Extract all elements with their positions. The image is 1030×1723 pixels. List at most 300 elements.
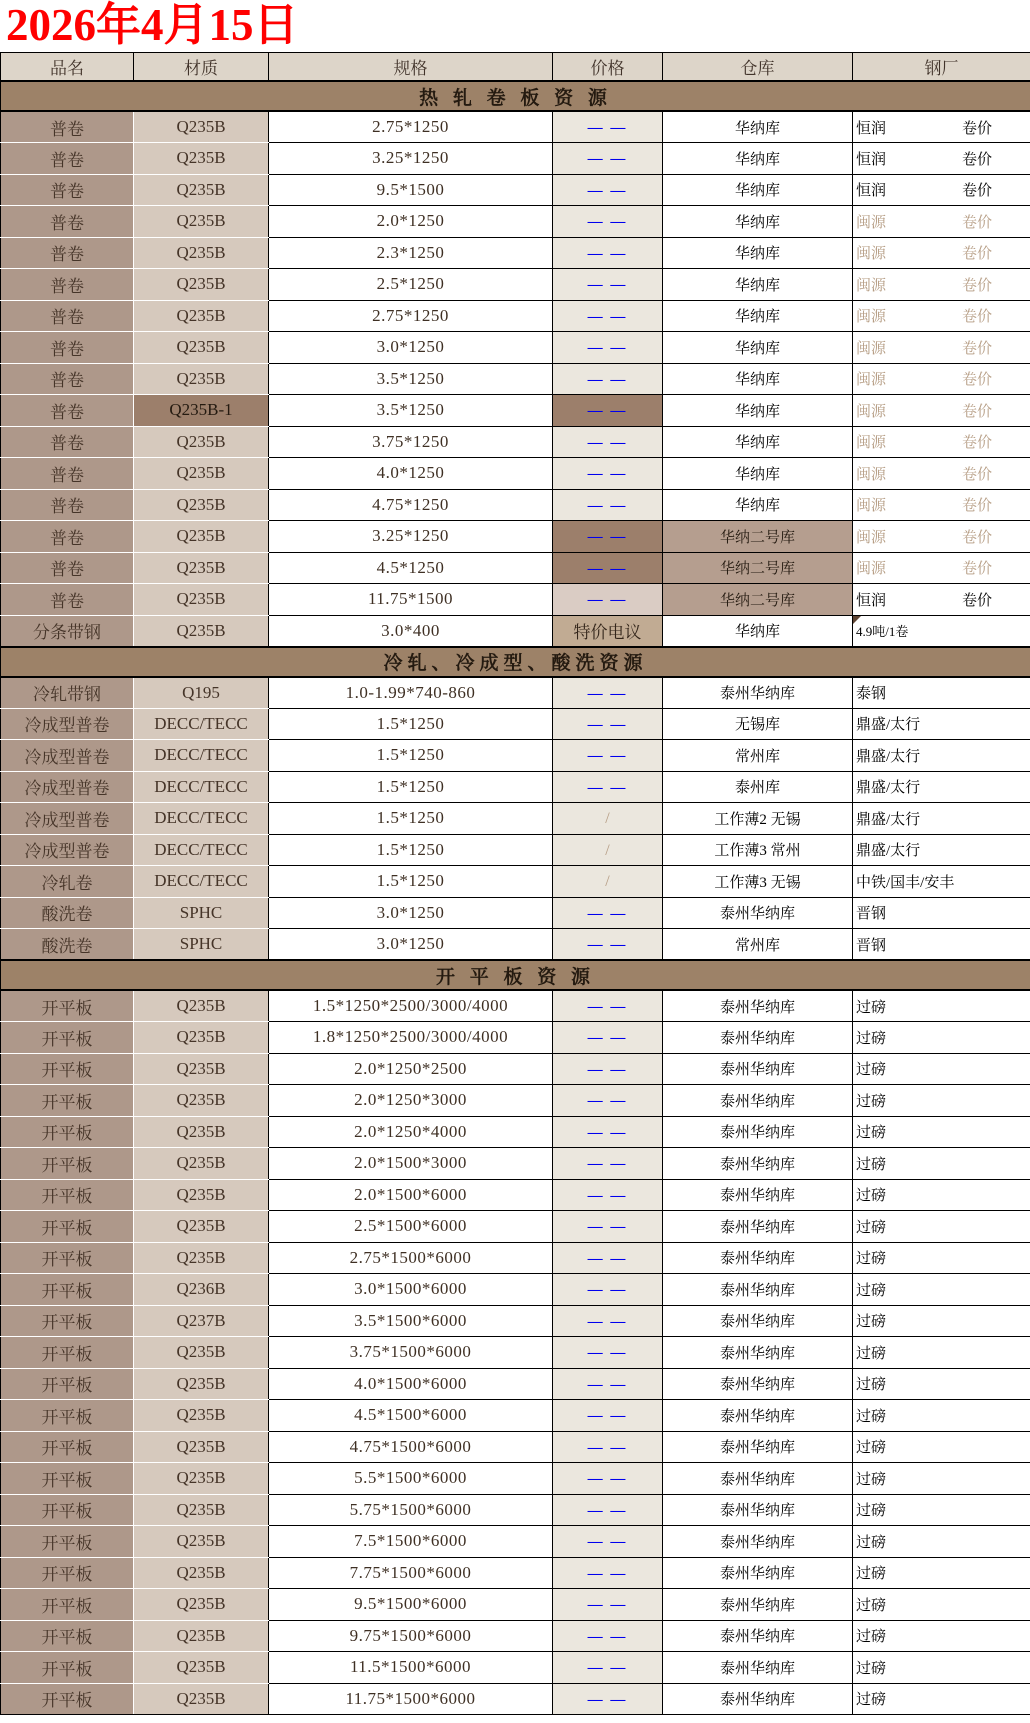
material-cell: Q235B xyxy=(134,1557,269,1589)
price-cell xyxy=(553,363,663,395)
mill-name: 过磅 xyxy=(856,1566,887,1583)
table-row xyxy=(1,1557,1030,1589)
warehouse-cell: 常州库 xyxy=(663,740,853,772)
mill-name: 恒润 xyxy=(856,592,887,609)
price-slash-placeholder: / xyxy=(605,841,610,859)
mill-price-type: 卷价 xyxy=(962,120,993,137)
warehouse-cell: 泰州华纳库 xyxy=(663,1557,853,1589)
price-dash-placeholder: — — xyxy=(587,214,628,231)
table-row xyxy=(1,237,1030,269)
mill-price-type: 卷价 xyxy=(962,246,993,263)
mill-cell xyxy=(853,489,1030,521)
mill-name: 鼎盛/太行 xyxy=(856,780,921,797)
mill-cell xyxy=(853,1022,1030,1054)
price-table xyxy=(0,52,1030,1715)
product-cell: 酸洗卷 xyxy=(1,897,134,929)
price-cell xyxy=(553,1085,663,1117)
price-dash-placeholder: — — xyxy=(587,1597,628,1614)
mill-name: 过磅 xyxy=(856,1188,887,1205)
price-cell xyxy=(553,426,663,458)
table-row xyxy=(1,1242,1030,1274)
spec-cell: 7.75*1500*6000 xyxy=(269,1557,553,1589)
product-cell: 冷轧带钢 xyxy=(1,677,134,709)
product-cell: 开平板 xyxy=(1,1148,134,1180)
warehouse-cell: 泰州华纳库 xyxy=(663,1431,853,1463)
price-cell xyxy=(553,615,663,647)
product-cell: 开平板 xyxy=(1,1557,134,1589)
material-cell: DECC/TECC xyxy=(134,771,269,803)
price-cell xyxy=(553,1368,663,1400)
price-cell xyxy=(553,174,663,206)
mill-cell xyxy=(853,395,1030,427)
table-row xyxy=(1,834,1030,866)
price-cell xyxy=(553,990,663,1022)
mill-name: 过磅 xyxy=(856,1597,887,1614)
mill-price-type: 卷价 xyxy=(962,309,993,326)
table-row xyxy=(1,708,1030,740)
mill-name: 恒润 xyxy=(856,151,887,168)
mill-price-type: 卷价 xyxy=(962,466,993,483)
product-cell: 普卷 xyxy=(1,143,134,175)
warehouse-cell: 泰州华纳库 xyxy=(663,1305,853,1337)
price-cell xyxy=(553,1211,663,1243)
table-row xyxy=(1,332,1030,364)
spec-cell: 2.0*1500*6000 xyxy=(269,1179,553,1211)
warehouse-cell: 泰州华纳库 xyxy=(663,990,853,1022)
mill-cell xyxy=(853,1431,1030,1463)
mill-cell xyxy=(853,1557,1030,1589)
price-dash-placeholder: — — xyxy=(587,905,628,922)
price-cell xyxy=(553,708,663,740)
mill-cell xyxy=(853,1211,1030,1243)
product-cell: 开平板 xyxy=(1,1652,134,1684)
material-cell: Q235B xyxy=(134,521,269,553)
mill-name: 鼎盛/太行 xyxy=(856,843,921,860)
spec-cell: 3.75*1250 xyxy=(269,426,553,458)
mill-cell xyxy=(853,426,1030,458)
mill-cell xyxy=(853,1242,1030,1274)
spec-cell: 1.0-1.99*740-860 xyxy=(269,677,553,709)
price-offer-text: 特价电议 xyxy=(573,623,642,642)
mill-cell xyxy=(853,615,1030,647)
material-cell: Q237B xyxy=(134,1305,269,1337)
mill-cell xyxy=(853,1463,1030,1495)
material-cell: Q235B-1 xyxy=(134,395,269,427)
material-cell: SPHC xyxy=(134,897,269,929)
material-cell: Q235B xyxy=(134,1085,269,1117)
spec-cell: 11.75*1500*6000 xyxy=(269,1683,553,1715)
mill-cell xyxy=(853,929,1030,961)
spec-cell: 4.75*1250 xyxy=(269,489,553,521)
mill-cell xyxy=(853,866,1030,898)
price-cell xyxy=(553,1148,663,1180)
spec-cell: 2.0*1250*2500 xyxy=(269,1053,553,1085)
price-dash-placeholder: — — xyxy=(587,1124,628,1141)
mill-price-type: 卷价 xyxy=(962,529,993,546)
material-cell: Q235B xyxy=(134,584,269,616)
warehouse-cell: 泰州华纳库 xyxy=(663,1620,853,1652)
material-cell: Q235B xyxy=(134,552,269,584)
table-row xyxy=(1,1148,1030,1180)
product-cell: 开平板 xyxy=(1,1400,134,1432)
warehouse-cell: 泰州华纳库 xyxy=(663,1463,853,1495)
product-cell: 开平板 xyxy=(1,1274,134,1306)
spec-cell: 2.0*1250*3000 xyxy=(269,1085,553,1117)
product-cell: 开平板 xyxy=(1,1305,134,1337)
column-header-price: 价格 xyxy=(553,53,663,82)
material-cell: Q235B xyxy=(134,1053,269,1085)
material-cell: Q235B xyxy=(134,1179,269,1211)
mill-name: 过磅 xyxy=(856,1345,887,1362)
price-dash-placeholder: — — xyxy=(587,685,628,702)
warehouse-cell: 泰州华纳库 xyxy=(663,1242,853,1274)
material-cell: Q235B xyxy=(134,206,269,238)
product-cell: 普卷 xyxy=(1,174,134,206)
spec-cell: 1.5*1250 xyxy=(269,740,553,772)
material-cell: SPHC xyxy=(134,929,269,961)
section-title: 开 平 板 资 源 xyxy=(1,960,1030,990)
mill-cell xyxy=(853,363,1030,395)
product-cell: 冷成型普卷 xyxy=(1,771,134,803)
price-cell xyxy=(553,1589,663,1621)
price-dash-placeholder: — — xyxy=(587,592,628,609)
warehouse-cell: 泰州华纳库 xyxy=(663,1526,853,1558)
table-row xyxy=(1,395,1030,427)
material-cell: Q235B xyxy=(134,1620,269,1652)
price-cell xyxy=(553,206,663,238)
table-row xyxy=(1,1305,1030,1337)
material-cell: Q235B xyxy=(134,990,269,1022)
price-dash-placeholder: — — xyxy=(587,308,628,325)
material-cell: Q235B xyxy=(134,143,269,175)
price-dash-placeholder: — — xyxy=(587,1282,628,1299)
material-cell: Q235B xyxy=(134,1022,269,1054)
mill-name: 过磅 xyxy=(856,1062,887,1079)
material-cell: Q235B xyxy=(134,1683,269,1715)
column-header-product: 品名 xyxy=(1,53,134,82)
mill-name: 过磅 xyxy=(856,1314,887,1331)
mill-name: 鼎盛/太行 xyxy=(856,811,921,828)
mill-name: 4.9吨/1卷 xyxy=(856,624,909,639)
product-cell: 普卷 xyxy=(1,395,134,427)
warehouse-cell: 华纳二号库 xyxy=(663,584,853,616)
price-dash-placeholder: — — xyxy=(587,466,628,483)
price-cell xyxy=(553,1179,663,1211)
mill-cell xyxy=(853,677,1030,709)
spec-cell: 2.0*1250 xyxy=(269,206,553,238)
table-row xyxy=(1,584,1030,616)
mill-name: 闽源 xyxy=(856,340,887,357)
warehouse-cell: 泰州华纳库 xyxy=(663,1085,853,1117)
mill-cell xyxy=(853,1526,1030,1558)
mill-name: 闽源 xyxy=(856,277,887,294)
table-row xyxy=(1,771,1030,803)
warehouse-cell: 泰州华纳库 xyxy=(663,1400,853,1432)
price-cell xyxy=(553,1274,663,1306)
price-cell xyxy=(553,552,663,584)
spec-cell: 2.3*1250 xyxy=(269,237,553,269)
price-cell xyxy=(553,1652,663,1684)
price-cell xyxy=(553,269,663,301)
warehouse-cell: 泰州华纳库 xyxy=(663,1683,853,1715)
warehouse-cell: 华纳库 xyxy=(663,206,853,238)
material-cell: DECC/TECC xyxy=(134,803,269,835)
spec-cell: 2.75*1250 xyxy=(269,111,553,143)
table-row xyxy=(1,143,1030,175)
column-header-material: 材质 xyxy=(134,53,269,82)
price-dash-placeholder: — — xyxy=(587,182,628,199)
price-cell xyxy=(553,111,663,143)
spec-cell: 2.5*1500*6000 xyxy=(269,1211,553,1243)
spec-cell: 3.0*1250 xyxy=(269,332,553,364)
mill-cell xyxy=(853,237,1030,269)
price-dash-placeholder: — — xyxy=(587,1030,628,1047)
mill-cell xyxy=(853,1400,1030,1432)
price-dash-placeholder: — — xyxy=(587,403,628,420)
spec-cell: 5.5*1500*6000 xyxy=(269,1463,553,1495)
spec-cell: 9.5*1500 xyxy=(269,174,553,206)
mill-price-type: 卷价 xyxy=(962,372,993,389)
product-cell: 开平板 xyxy=(1,1022,134,1054)
mill-price-type: 卷价 xyxy=(962,592,993,609)
material-cell: DECC/TECC xyxy=(134,866,269,898)
spec-cell: 4.0*1500*6000 xyxy=(269,1368,553,1400)
spec-cell: 11.5*1500*6000 xyxy=(269,1652,553,1684)
table-row xyxy=(1,174,1030,206)
warehouse-cell: 华纳库 xyxy=(663,395,853,427)
product-cell: 普卷 xyxy=(1,489,134,521)
price-cell xyxy=(553,803,663,835)
price-cell xyxy=(553,1337,663,1369)
table-row xyxy=(1,1431,1030,1463)
spec-cell: 4.5*1500*6000 xyxy=(269,1400,553,1432)
spec-cell: 3.5*1250 xyxy=(269,395,553,427)
mill-price-type: 卷价 xyxy=(962,183,993,200)
price-cell xyxy=(553,1400,663,1432)
mill-name: 过磅 xyxy=(856,1440,887,1457)
table-row xyxy=(1,1620,1030,1652)
spec-cell: 7.5*1500*6000 xyxy=(269,1526,553,1558)
spec-cell: 9.75*1500*6000 xyxy=(269,1620,553,1652)
price-cell xyxy=(553,1053,663,1085)
material-cell: Q235B xyxy=(134,489,269,521)
mill-name: 泰钢 xyxy=(856,686,887,702)
table-row xyxy=(1,929,1030,961)
product-cell: 开平板 xyxy=(1,1116,134,1148)
price-dash-placeholder: — — xyxy=(587,245,628,262)
mill-cell xyxy=(853,1494,1030,1526)
product-cell: 开平板 xyxy=(1,1526,134,1558)
price-dash-placeholder: — — xyxy=(587,371,628,388)
price-dash-placeholder: — — xyxy=(587,1534,628,1551)
price-cell xyxy=(553,677,663,709)
price-dash-placeholder: — — xyxy=(587,434,628,451)
table-row xyxy=(1,521,1030,553)
product-cell: 普卷 xyxy=(1,206,134,238)
table-row xyxy=(1,803,1030,835)
mill-name: 晋钢 xyxy=(856,906,887,923)
price-dash-placeholder: — — xyxy=(587,1376,628,1393)
spec-cell: 3.0*400 xyxy=(269,615,553,647)
mill-name: 过磅 xyxy=(856,1471,887,1488)
warehouse-cell: 泰州华纳库 xyxy=(663,1589,853,1621)
mill-cell xyxy=(853,111,1030,143)
price-dash-placeholder: — — xyxy=(587,560,628,577)
spec-cell: 2.75*1500*6000 xyxy=(269,1242,553,1274)
spec-cell: 3.0*1500*6000 xyxy=(269,1274,553,1306)
price-dash-placeholder: — — xyxy=(587,1660,628,1677)
price-dash-placeholder: — — xyxy=(587,1502,628,1519)
warehouse-cell: 华纳库 xyxy=(663,363,853,395)
spec-cell: 2.75*1250 xyxy=(269,300,553,332)
price-cell xyxy=(553,1116,663,1148)
product-cell: 普卷 xyxy=(1,521,134,553)
spec-cell: 4.0*1250 xyxy=(269,458,553,490)
mill-cell xyxy=(853,174,1030,206)
price-slash-placeholder: / xyxy=(605,810,610,828)
price-cell xyxy=(553,1620,663,1652)
price-dash-placeholder: — — xyxy=(587,1156,628,1173)
mill-name: 过磅 xyxy=(856,1692,887,1709)
section-header-row xyxy=(1,81,1030,111)
product-cell: 开平板 xyxy=(1,1620,134,1652)
warehouse-cell: 华纳库 xyxy=(663,332,853,364)
material-cell: Q235B xyxy=(134,1589,269,1621)
mill-cell xyxy=(853,1085,1030,1117)
product-cell: 普卷 xyxy=(1,363,134,395)
mill-price-type: 卷价 xyxy=(962,561,993,578)
warehouse-cell: 泰州库 xyxy=(663,771,853,803)
mill-name: 过磅 xyxy=(856,1219,887,1236)
price-dash-placeholder: — — xyxy=(587,999,628,1015)
spec-cell: 1.5*1250 xyxy=(269,866,553,898)
section-header-row xyxy=(1,960,1030,990)
spec-cell: 9.5*1500*6000 xyxy=(269,1589,553,1621)
mill-cell xyxy=(853,1274,1030,1306)
product-cell: 普卷 xyxy=(1,269,134,301)
table-row xyxy=(1,269,1030,301)
warehouse-cell: 泰州华纳库 xyxy=(663,1179,853,1211)
spec-cell: 1.8*1250*2500/3000/4000 xyxy=(269,1022,553,1054)
price-cell xyxy=(553,395,663,427)
price-dash-placeholder: — — xyxy=(587,1471,628,1488)
price-dash-placeholder: — — xyxy=(587,1628,628,1645)
warehouse-cell: 泰州华纳库 xyxy=(663,1148,853,1180)
warehouse-cell: 华纳库 xyxy=(663,300,853,332)
material-cell: Q235B xyxy=(134,1148,269,1180)
mill-cell xyxy=(853,834,1030,866)
product-cell: 普卷 xyxy=(1,111,134,143)
price-cell xyxy=(553,1557,663,1589)
table-row xyxy=(1,866,1030,898)
table-row xyxy=(1,740,1030,772)
product-cell: 普卷 xyxy=(1,332,134,364)
mill-name: 中铁/国丰/安丰 xyxy=(856,874,955,891)
product-cell: 普卷 xyxy=(1,237,134,269)
material-cell: DECC/TECC xyxy=(134,740,269,772)
price-cell xyxy=(553,740,663,772)
spec-cell: 3.75*1500*6000 xyxy=(269,1337,553,1369)
product-cell: 普卷 xyxy=(1,584,134,616)
warehouse-cell: 无锡库 xyxy=(663,708,853,740)
material-cell: Q235B xyxy=(134,426,269,458)
product-cell: 开平板 xyxy=(1,1085,134,1117)
mill-name: 过磅 xyxy=(856,999,887,1016)
mill-price-type: 卷价 xyxy=(962,403,993,420)
warehouse-cell: 华纳库 xyxy=(663,615,853,647)
table-row xyxy=(1,300,1030,332)
spec-cell: 5.75*1500*6000 xyxy=(269,1494,553,1526)
material-cell: Q235B xyxy=(134,1337,269,1369)
table-row xyxy=(1,1589,1030,1621)
mill-cell xyxy=(853,1053,1030,1085)
column-header-mill: 钢厂 xyxy=(853,53,1030,82)
mill-name: 过磅 xyxy=(856,1534,887,1551)
price-cell xyxy=(553,300,663,332)
table-row xyxy=(1,1211,1030,1243)
mill-cell xyxy=(853,458,1030,490)
mill-cell xyxy=(853,740,1030,772)
price-dash-placeholder: — — xyxy=(587,748,628,765)
mill-name: 过磅 xyxy=(856,1156,887,1173)
product-cell: 普卷 xyxy=(1,300,134,332)
price-slash-placeholder: / xyxy=(605,873,610,891)
product-cell: 冷成型普卷 xyxy=(1,834,134,866)
mill-name: 鼎盛/太行 xyxy=(856,748,921,765)
mill-price-type: 卷价 xyxy=(962,498,993,515)
product-cell: 开平板 xyxy=(1,1463,134,1495)
mill-cell xyxy=(853,1368,1030,1400)
product-cell: 分条带钢 xyxy=(1,615,134,647)
mill-cell xyxy=(853,300,1030,332)
material-cell: Q235B xyxy=(134,1211,269,1243)
product-cell: 开平板 xyxy=(1,1683,134,1715)
material-cell: Q235B xyxy=(134,615,269,647)
spec-cell: 4.5*1250 xyxy=(269,552,553,584)
table-row xyxy=(1,1400,1030,1432)
table-row xyxy=(1,1652,1030,1684)
price-dash-placeholder: — — xyxy=(587,529,628,546)
table-row xyxy=(1,111,1030,143)
mill-cell xyxy=(853,143,1030,175)
mill-name: 闽源 xyxy=(856,372,887,389)
material-cell: Q235B xyxy=(134,1400,269,1432)
warehouse-cell: 泰州华纳库 xyxy=(663,897,853,929)
table-row xyxy=(1,990,1030,1022)
price-dash-placeholder: — — xyxy=(587,1345,628,1362)
mill-cell xyxy=(853,1683,1030,1715)
table-row xyxy=(1,1368,1030,1400)
price-dash-placeholder: — — xyxy=(587,1187,628,1204)
table-row xyxy=(1,1179,1030,1211)
product-cell: 开平板 xyxy=(1,1494,134,1526)
material-cell: Q235B xyxy=(134,363,269,395)
table-row xyxy=(1,206,1030,238)
mill-name: 闽源 xyxy=(856,561,887,578)
warehouse-cell: 常州库 xyxy=(663,929,853,961)
price-dash-placeholder: — — xyxy=(587,1313,628,1330)
price-cell xyxy=(553,584,663,616)
warehouse-cell: 华纳库 xyxy=(663,458,853,490)
mill-name: 恒润 xyxy=(856,183,887,200)
warehouse-cell: 泰州华纳库 xyxy=(663,1211,853,1243)
table-row xyxy=(1,677,1030,709)
product-cell: 冷成型普卷 xyxy=(1,803,134,835)
price-dash-placeholder: — — xyxy=(587,277,628,294)
material-cell: Q235B xyxy=(134,458,269,490)
mill-cell xyxy=(853,332,1030,364)
price-cell xyxy=(553,143,663,175)
